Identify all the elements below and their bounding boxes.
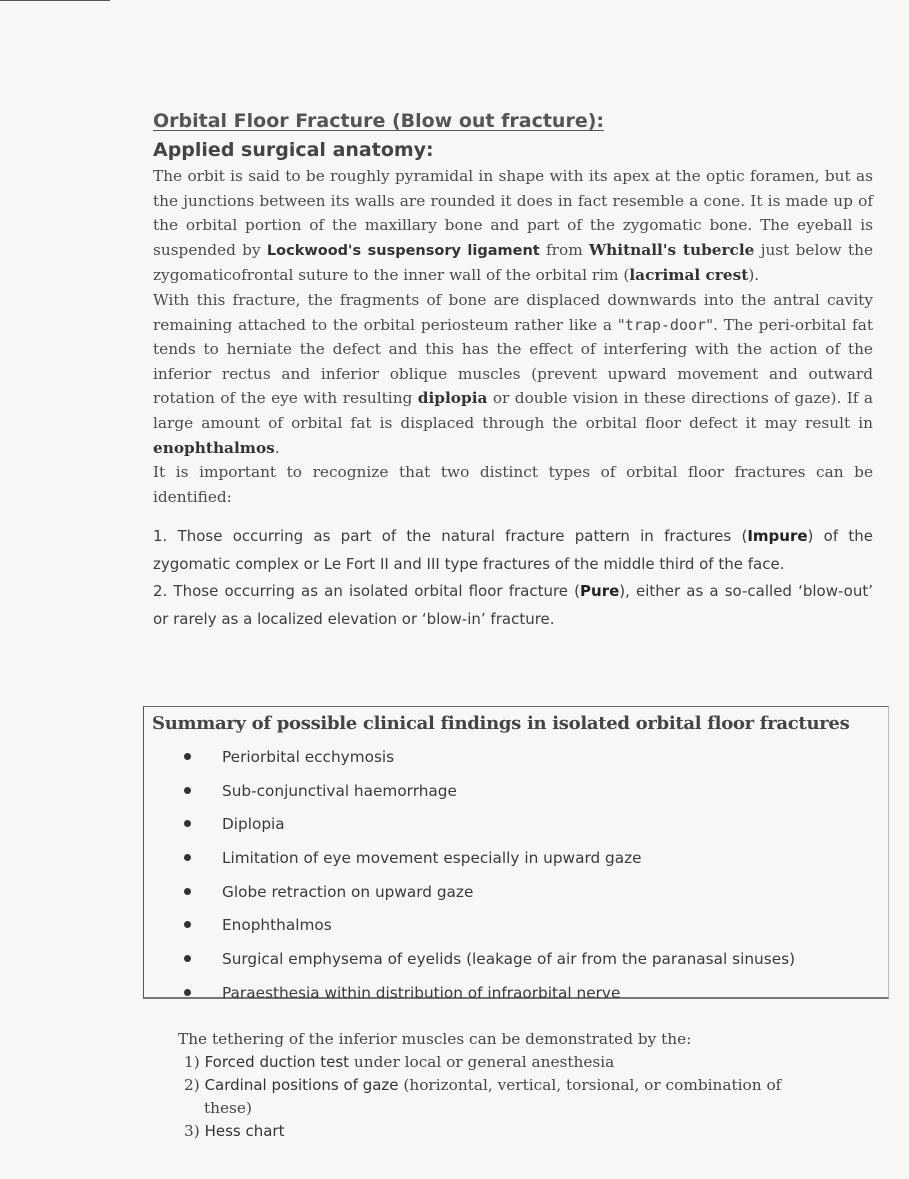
page-title: Orbital Floor Fracture (Blow out fracture): <box>153 110 604 132</box>
clinical-findings-list <box>184 745 795 1015</box>
list-item: Sub-conjunctival haemorrhage <box>184 779 795 813</box>
list-item: 1) Forced duction test under local or general anesthesia <box>184 1053 615 1071</box>
bullet-icon <box>184 955 191 962</box>
fracture-type-impure: 1. Those occurring as part of the natural fracture pattern in fractures (Impure) of the zygomatic complex or Le Fort II and III type fractures of the middle third of the face. <box>153 527 873 573</box>
tethering-tests-list <box>178 1051 858 1143</box>
list-item: Paraesthesia within distribution of infraorbital nerve <box>184 981 795 1015</box>
bullet-icon <box>184 787 191 794</box>
term-diplopia: diplopia <box>417 389 488 408</box>
tethering-lead: The tethering of the inferior muscles can be demonstrated by the: <box>178 1030 692 1048</box>
paragraph-anatomy: The orbit is said to be roughly pyramidal in shape with its apex at the optic foramen, but as the junctions between its walls are rounded it does in fact resemble a cone. It is made up of the orbital portion of the maxillary bone and part of the zygomatic bone. The eyeball is suspended by Lockwood's suspensory ligament from Whitnall's tubercle just below the zygomaticofrontal suture to the inner wall of the orbital rim (lacrimal crest). <box>153 167 873 285</box>
term-lacrimal-crest: lacrimal crest <box>629 266 749 285</box>
list-item: Enophthalmos <box>184 913 795 947</box>
section-heading: Applied surgical anatomy: <box>153 139 434 161</box>
list-item: 3) Hess chart <box>184 1122 285 1140</box>
summary-title: Summary of possible clinical findings in isolated orbital floor fractures <box>152 713 850 734</box>
bullet-icon <box>184 820 191 827</box>
paragraph-types-intro: It is important to recognize that two distinct types of orbital floor fractures can be identified: <box>153 463 873 506</box>
fracture-type-pure: 2. Those occurring as an isolated orbital floor fracture (Pure), either as a so-called ‘blow-out’ or rarely as a localized elevation or ‘blow-in’ fracture. <box>153 582 873 628</box>
paragraph-mechanism: With this fracture, the fragments of bone are displaced downwards into the antral cavity remaining attached to the orbital periosteum rather like a "trap-door". The peri-orbital fat tends to herniate the defect and this has the effect of interfering with the action of the inferior rectus and inferior oblique muscles (prevent upward movement and outward rotation of the eye with resulting diplopia or double vision in these directions of gaze). If a large amount of orbital fat is displaced through the orbital floor defect it may result in enophthalmos. <box>153 290 873 457</box>
term-lockwood-ligament: Lockwood's suspensory ligament <box>266 242 540 259</box>
list-item: Limitation of eye movement especially in upward gaze <box>184 846 795 880</box>
list-item: Globe retraction on upward gaze <box>184 880 795 914</box>
fracture-types-list <box>153 523 873 633</box>
tethering-section <box>178 1028 858 1143</box>
list-item: Periorbital ecchymosis <box>184 745 795 779</box>
list-item: 2) Cardinal positions of gaze (horizontal, vertical, torsional, or combination of these) <box>184 1076 782 1117</box>
bullet-icon <box>184 921 191 928</box>
bullet-icon <box>184 888 191 895</box>
bullet-icon <box>184 854 191 861</box>
term-enophthalmos: enophthalmos <box>153 438 275 457</box>
term-whitnall-tubercle: Whitnall's tubercle <box>589 240 755 259</box>
document-body <box>153 108 873 633</box>
bullet-icon <box>184 989 191 996</box>
scan-edge-line <box>0 0 110 1</box>
list-item: Diplopia <box>184 812 795 846</box>
list-item: Surgical emphysema of eyelids (leakage of air from the paranasal sinuses) <box>184 947 795 981</box>
bullet-icon <box>184 753 191 760</box>
summary-box <box>143 706 889 1002</box>
term-trap-door: trap-door <box>624 315 707 334</box>
